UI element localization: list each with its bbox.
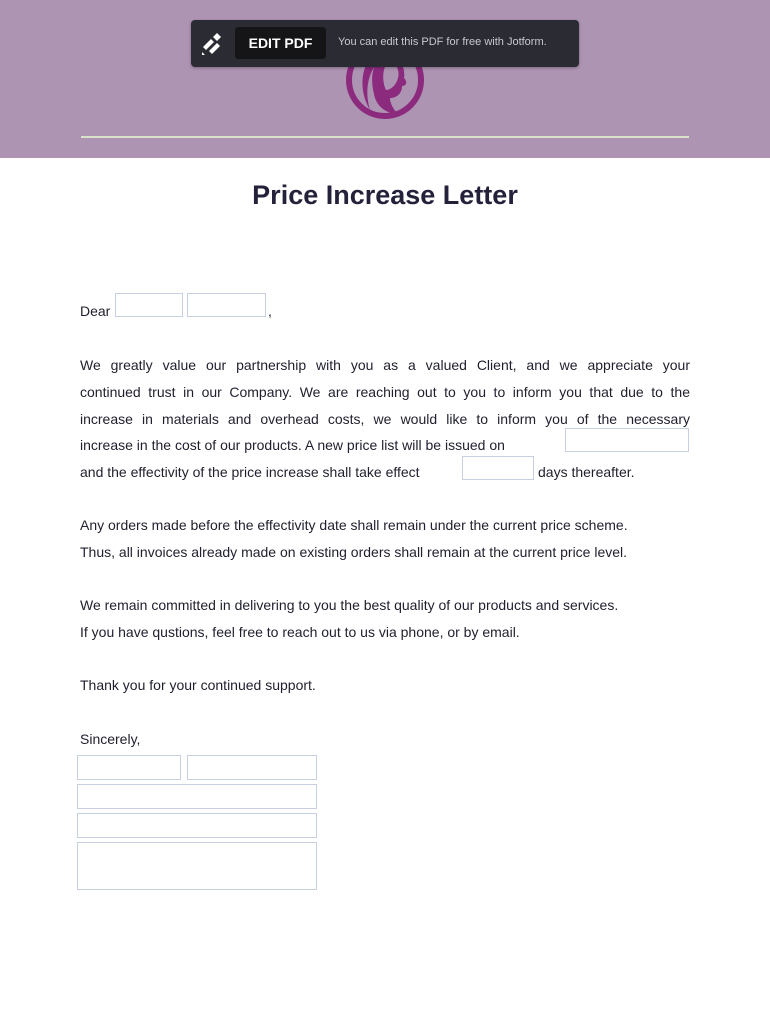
- para3-line2: If you have qustions, feel free to reach out to us via phone, or by email.: [80, 624, 520, 640]
- para3-line1: We remain committed in delivering to you the best quality of our products and services.: [80, 597, 619, 613]
- para2-line1: Any orders made before the effectivity date shall remain under the current price scheme.: [80, 517, 628, 533]
- para1-line3: increase in materials and overhead costs, we would like to inform you of the necessary: [80, 411, 690, 427]
- banner-message: You can edit this PDF for free with Jotform.: [338, 36, 547, 48]
- header-divider: [81, 136, 689, 138]
- salutation-label: Dear: [80, 303, 111, 319]
- page-title: Price Increase Letter: [252, 180, 518, 210]
- para1-line5-before: and the effectivity of the price increase shall take effect: [80, 464, 420, 480]
- jotform-pencil-icon: [199, 31, 225, 57]
- recipient-last-name-field[interactable]: [187, 293, 266, 317]
- signature-field[interactable]: [77, 842, 317, 890]
- para1-line5-after: days thereafter.: [538, 464, 635, 480]
- para1-line4: increase in the cost of our products. A new price list will be issued on: [80, 437, 505, 453]
- sender-company-field[interactable]: [77, 813, 317, 838]
- closing-line: Sincerely,: [80, 731, 141, 747]
- sender-last-name-field[interactable]: [187, 755, 317, 780]
- thanks-line: Thank you for your continued support.: [80, 677, 316, 693]
- edit-pdf-button[interactable]: EDIT PDF: [235, 27, 326, 59]
- sender-title-field[interactable]: [77, 784, 317, 809]
- price-list-date-field[interactable]: [565, 428, 689, 452]
- recipient-first-name-field[interactable]: [115, 293, 183, 317]
- para1-line1: We greatly value our partnership with you as a valued Client, and we appreciate your: [80, 357, 690, 373]
- sender-first-name-field[interactable]: [77, 755, 181, 780]
- para1-line2: continued trust in our Company. We are reaching out to you to inform you that due to the: [80, 384, 690, 400]
- days-count-field[interactable]: [462, 456, 534, 480]
- jotform-edit-banner: [191, 20, 579, 67]
- para2-line2: Thus, all invoices already made on existing orders shall remain at the current price level.: [80, 544, 628, 560]
- salutation-comma: ,: [268, 303, 272, 319]
